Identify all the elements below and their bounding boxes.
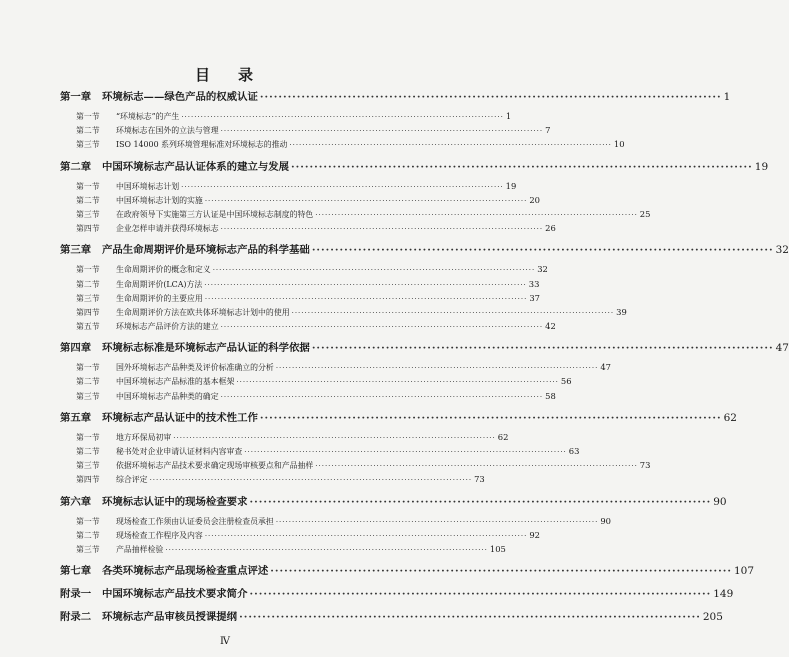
dot-leader: ···································································································· [315, 210, 638, 219]
section-number: 第二节 [76, 195, 100, 205]
chapter-label [60, 560, 268, 583]
toc-section-entry[interactable] [60, 221, 556, 235]
section-number: 第三节 [76, 293, 100, 303]
dot-leader: ···································································································· [204, 196, 528, 205]
section-number: 第二节 [76, 447, 100, 456]
section-title: ISO 14000 系列环境管理标准对环境标志的推动 [116, 140, 288, 150]
section-number: 第二节 [76, 126, 100, 136]
dot-leader: ···································································································· [311, 244, 774, 257]
chapter-title: 环境标志产品认证中的技术性工作 [102, 411, 258, 424]
page-number: Ⅳ [220, 636, 230, 647]
section-label [76, 431, 171, 445]
chapter-number: 第七章 [60, 565, 92, 578]
section-page-number: 90 [600, 515, 612, 526]
toc-section-entry[interactable] [60, 319, 556, 333]
toc-section-entry[interactable] [60, 472, 485, 486]
dot-leader: ···································································································· [220, 392, 544, 401]
chapter-page-number: 1 [723, 91, 731, 103]
toc-chapter-entry[interactable] [60, 239, 789, 262]
section-number: 第二节 [76, 530, 100, 540]
section-number: 第一节 [76, 181, 100, 191]
section-label [76, 375, 234, 389]
toc-chapter-entry[interactable] [60, 491, 727, 514]
dot-leader: ···································································································· [204, 294, 528, 303]
toc-chapter-entry[interactable] [60, 606, 723, 629]
dot-leader: ···································································································· [204, 531, 528, 540]
chapter-title: 环境标志——绿色产品的权威认证 [102, 91, 258, 103]
toc-chapter-entry[interactable] [60, 337, 789, 360]
toc-section-entry[interactable] [60, 179, 517, 193]
section-label [76, 194, 203, 208]
chapter-label [60, 337, 310, 360]
chapter-number: 附录二 [60, 611, 92, 624]
section-title: 现场检查工作程序及内容 [116, 530, 203, 540]
chapter-page-number: 107 [734, 565, 755, 578]
dot-leader: ···································································································· [315, 462, 638, 471]
dot-leader: ···································································································· [181, 113, 504, 121]
section-title: 秘书处对企业申请认证材料内容审查 [116, 447, 243, 456]
section-page-number: 32 [537, 264, 548, 275]
toc-chapter-entry[interactable] [60, 86, 731, 109]
section-page-number: 19 [505, 180, 517, 191]
dot-leader: ···································································································· [275, 517, 599, 526]
section-label [76, 292, 203, 306]
chapter-label [60, 583, 247, 606]
chapter-title: 中国环境标志产品技术要求简介 [102, 588, 248, 601]
section-page-number: 62 [497, 431, 509, 442]
section-label [76, 222, 219, 236]
dot-leader: ···································································································· [149, 476, 473, 485]
toc-section-entry[interactable] [60, 109, 512, 123]
chapter-page-number: 47 [775, 342, 789, 355]
chapter-number: 第二章 [60, 160, 92, 173]
section-number: 第五节 [76, 322, 100, 332]
section-title: 在政府领导下实施第三方认证是中国环境标志制度的特色 [116, 209, 314, 219]
section-page-number: 92 [529, 529, 540, 540]
toc-chapter-entry[interactable] [60, 156, 769, 179]
dot-leader: ···································································································· [291, 160, 753, 173]
section-title: 环境标志在国外的立法与管理 [116, 126, 219, 136]
toc-section-entry[interactable] [60, 137, 625, 151]
chapter-label [60, 239, 310, 262]
dot-leader: ···································································································· [220, 225, 544, 234]
dot-leader: ···································································································· [236, 378, 559, 387]
toc-chapter-entry[interactable] [60, 583, 734, 606]
section-page-number: 10 [613, 139, 625, 150]
dot-leader: ···································································································· [249, 495, 712, 508]
section-number: 第三节 [76, 391, 100, 401]
section-title: 生命周期评价的概念和定义 [116, 265, 211, 275]
chapter-page-number: 62 [723, 411, 737, 424]
dot-leader: ···································································································· [244, 448, 567, 456]
section-label [76, 473, 148, 487]
section-page-number: 39 [616, 306, 627, 317]
toc-section-entry[interactable] [60, 374, 572, 388]
section-label [76, 445, 242, 459]
toc-chapter-entry[interactable] [60, 560, 755, 583]
section-number: 第二节 [76, 377, 100, 387]
section-title: 中国环境标志计划的实施 [116, 195, 203, 205]
section-page-number: 56 [560, 376, 572, 387]
section-label [76, 320, 219, 334]
dot-leader: ···································································································· [275, 364, 599, 373]
chapter-label [60, 86, 258, 109]
toc-section-entry[interactable] [60, 514, 612, 528]
chapter-page-number: 32 [775, 244, 789, 257]
section-title: 现场检查工作须由认证委员会注册检查员承担 [116, 516, 274, 526]
toc-section-entry[interactable] [60, 430, 509, 444]
section-label [76, 263, 211, 277]
section-number: 第四节 [76, 475, 100, 485]
toc-chapter-entry[interactable] [60, 407, 737, 430]
section-page-number: 37 [529, 292, 540, 303]
chapter-title: 各类环境标志产品现场检查重点评述 [102, 565, 269, 578]
chapter-title: 环境标志认证中的现场检查要求 [102, 495, 248, 508]
dot-leader: ···································································································· [220, 323, 544, 332]
section-title: 国外环境标志产品种类及评价标准确立的分析 [116, 363, 274, 373]
section-label [76, 515, 274, 529]
section-page-number: 47 [600, 362, 612, 373]
dot-leader: ···································································································· [173, 433, 496, 442]
section-page-number: 33 [528, 278, 540, 289]
toc-section-entry[interactable] [60, 360, 612, 374]
chapter-number: 第一章 [60, 91, 92, 103]
toc-section-entry[interactable] [60, 123, 551, 137]
section-number: 第四节 [76, 307, 100, 317]
section-title: 生命周期评价的主要应用 [116, 293, 203, 303]
chapter-number: 附录一 [60, 588, 92, 601]
section-number: 第一节 [76, 265, 100, 275]
toc-section-entry[interactable] [60, 542, 506, 556]
chapter-number: 第五章 [60, 411, 92, 424]
section-number: 第一节 [76, 363, 100, 373]
dot-leader: ···································································································· [289, 141, 612, 150]
section-page-number: 7 [545, 125, 551, 136]
section-number: 第三节 [76, 209, 100, 219]
section-page-number: 73 [474, 474, 485, 485]
section-number: 第四节 [76, 224, 100, 234]
section-title: 中国环境标志计划 [116, 181, 180, 191]
chapter-title: 产品生命周期评价是环境标志产品的科学基础 [102, 244, 310, 257]
dot-leader: ···································································································· [220, 127, 544, 136]
title-char-1: 目 [194, 66, 212, 84]
section-number: 第一节 [76, 516, 100, 526]
chapter-number: 第三章 [60, 244, 92, 257]
dot-leader: ···································································································· [165, 545, 488, 554]
chapter-label [60, 156, 289, 179]
section-label [76, 180, 179, 194]
chapter-title: 中国环境标志产品认证体系的建立与发展 [102, 160, 290, 173]
section-number: 第二节 [76, 279, 100, 289]
section-page-number: 20 [529, 194, 540, 205]
chapter-title: 环境标志产品审核员授课提纲 [102, 611, 238, 624]
section-title: 生命周期评价方法在欧共体环境标志计划中的使用 [116, 307, 290, 317]
toc-section-entry[interactable] [60, 277, 540, 291]
section-title: 企业怎样申请并获得环境标志 [116, 224, 219, 234]
section-label [76, 390, 219, 404]
section-page-number: 26 [545, 223, 556, 234]
chapter-label [60, 606, 237, 629]
toc-section-entry[interactable] [60, 528, 540, 542]
section-label [76, 306, 290, 320]
section-page-number: 1 [505, 111, 512, 121]
section-page-number: 58 [545, 390, 556, 401]
chapter-page-number: 205 [702, 611, 723, 624]
dot-leader: ···································································································· [259, 411, 722, 424]
dot-leader: ···································································································· [259, 91, 722, 103]
section-number: 第三节 [76, 461, 100, 471]
section-page-number: 63 [568, 446, 580, 456]
section-label [76, 361, 274, 375]
toc-section-entry[interactable] [60, 262, 548, 276]
section-number: 第三节 [76, 544, 100, 554]
page-title [0, 64, 450, 85]
section-page-number: 42 [545, 321, 556, 332]
section-label [76, 208, 313, 222]
section-label [76, 543, 163, 557]
title-char-2: 录 [238, 66, 256, 84]
section-label [76, 529, 203, 543]
section-title: “环境标志”的产生 [116, 112, 180, 121]
section-label [76, 459, 313, 473]
section-title: 环境标志产品评价方法的建立 [116, 322, 219, 332]
section-page-number: 105 [489, 543, 506, 554]
section-page-number: 73 [639, 460, 651, 471]
toc-section-entry[interactable] [60, 291, 540, 305]
dot-leader: ···································································································· [291, 308, 615, 317]
chapter-label [60, 407, 258, 430]
section-label [76, 124, 219, 138]
section-title: 生命周期评价(LCA)方法 [116, 279, 203, 289]
chapter-title: 环境标志标准是环境标志产品认证的科学依据 [102, 342, 310, 355]
dot-leader: ···································································································· [270, 565, 732, 578]
toc-section-entry[interactable] [60, 444, 580, 458]
chapter-label [60, 491, 247, 514]
toc-section-entry[interactable] [60, 305, 627, 319]
section-page-number: 25 [639, 208, 651, 219]
section-label [76, 278, 202, 292]
section-number: 第一节 [76, 112, 100, 121]
toc-section-entry[interactable] [60, 389, 556, 403]
chapter-number: 第四章 [60, 342, 92, 355]
section-label [76, 138, 287, 152]
section-title: 中国环境标志产品标准的基本框架 [116, 377, 235, 387]
section-number: 第一节 [76, 432, 100, 442]
dot-leader: ···································································································· [212, 266, 536, 275]
section-title: 地方环保局初审 [116, 432, 172, 442]
toc-section-entry[interactable] [60, 458, 651, 472]
section-title: 产品抽样检验 [116, 544, 164, 554]
dot-leader: ···································································································· [204, 280, 527, 289]
chapter-number: 第六章 [60, 495, 92, 508]
dot-leader: ···································································································· [311, 342, 774, 355]
dot-leader: ···································································································· [181, 182, 504, 191]
section-title: 综合评定 [116, 475, 148, 485]
chapter-page-number: 149 [713, 588, 734, 601]
chapter-page-number: 19 [754, 160, 769, 173]
dot-leader: ···································································································· [239, 611, 701, 624]
table-of-contents [60, 86, 789, 629]
section-label [76, 110, 179, 124]
dot-leader: ···································································································· [249, 588, 712, 601]
toc-section-entry[interactable] [60, 207, 651, 221]
chapter-page-number: 90 [713, 495, 727, 508]
toc-section-entry[interactable] [60, 193, 540, 207]
section-title: 依据环境标志产品技术要求确定现场审核要点和产品抽样 [116, 461, 314, 471]
section-number: 第三节 [76, 140, 100, 150]
section-title: 中国环境标志产品种类的确定 [116, 391, 219, 401]
